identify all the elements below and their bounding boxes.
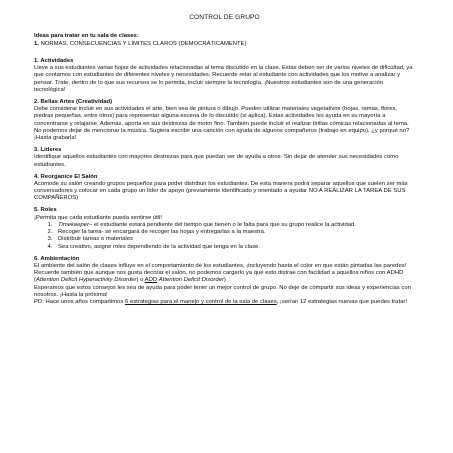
text-run: ) o: [136, 277, 145, 284]
list-item: 2. Recoger la tarea- se encargará de recoger las hojas y entregarlas a la maestra.: [54, 229, 415, 236]
section-intro: ¡Permita que cada estudiante pueda sentirse útil!: [34, 214, 163, 221]
intro-item-number: 1.: [34, 40, 39, 47]
page-title: CONTROL DE GRUPO: [189, 14, 260, 21]
adhd-term: Attention Deficit Hyperactivity Disorder: [35, 277, 137, 284]
list-item: 3. Distribuir tareas o materiales: [54, 236, 415, 243]
intro-item-text: NORMAS, CONSECUENCIAS Y LÍMITES CLAROS (DEMOCRÁTICAMENTE): [40, 40, 247, 47]
section-body: Debe considerar incluir en sus actividades el arte, bien sea de pintura o dibujo. Pueden utilizar materiales vegetativos (hojas, ramas, flores, piedras pequeñas, entre otros) para representar alguna escena de lo discutido (si aplica). Estas actividades les ayuda en su mayoría a concentrarse y relajarse. Además, aporta en sus destrezas de motor fino. También puede incluir el realizar tirillas cómicas relacionadas al tema. No podemos dejar de mencionar la música. Sugiera escribir una canción con ayuda de algunos compañeros (trabajo en equipo), ¿y porqué no? ¡Hasta grabarla!: [34, 106, 410, 142]
section-body: [34, 263, 415, 285]
section-reorganice: [34, 174, 415, 203]
text-run: PD: Hace unos años compartimos: [34, 299, 126, 306]
section-heading: 3. Líderes: [34, 147, 62, 154]
section-ambientacion: [34, 256, 415, 307]
section-body: Lleve a sus estudiantes varias hojas de actividades relacionadas al tema discutido en la clase. Estas deben ser de varios niveles de dificultad, ya que contamos con estudiantes de diferentes niveles y necesidades. Recuerde retar al estudiante con actividades que los motive a analizar y pensar. Trate, dentro de lo que sus recursos se lo permita, incluir siempre la tecnología. ¡Nuestros estudiantes son de una generación tecnológica!: [34, 65, 413, 94]
closing-paragraph: Esperamos que estos consejos les sea de ayuda para poder tener un mejor control de grupo. No deje de compartir sus ideas y experiencias con nosotros. ¡Hasta la próxima!: [34, 284, 411, 298]
section-body: Acomode su salón creando grupos pequeños para poder distribuir los estudiantes. De esta manera podrá separar aquellos que suelen ser más conversadores y colocar en cada grupo un líder de apoyo (previamente identificado y orientado a ayudar NO A REALIZAR LA TAREA DE SUS COMPAÑEROS): [34, 180, 408, 202]
list-item: 4. Sea creativo, asigne roles dependiendo de la actividad que tenga en la clase.: [54, 244, 415, 251]
section-heading: 2. Bellas Artes (Creatividad): [34, 98, 113, 105]
list-item: [54, 222, 415, 229]
intro-item: [34, 41, 415, 48]
section-heading: 4. Reorganice El Salón: [34, 173, 98, 180]
text-run: , ¡serían 12 estrategias nuevas que puedes tratar!: [276, 299, 407, 306]
section-roles: [34, 207, 415, 251]
add-definition: Attention Deficit Disorder: [158, 277, 224, 284]
role-name: Timekeeper: [58, 221, 90, 228]
strategies-link[interactable]: 6 estrategias para el manejo y control de la sala de clases: [125, 299, 277, 306]
section-lideres: [34, 147, 415, 169]
text-run: El ambiente del salón de clases influye en el comportamiento de los estudiantes, ¡incluyendo hasta el color en que están pintadas las paredes! Recuerde también que aunque nos gusta decorar el salón, no podemos cargarlo ya que esto distrae con facilidad a aquellos niños con ADHD (: [34, 262, 407, 284]
section-body: Identifique aquellos estudiantes con mayores destrezas para que puedan ser de ayuda a otros. Sin dejar de atender sus necesidades como estudiantes.: [34, 154, 399, 168]
add-term: ADD: [144, 277, 158, 284]
section-heading: 5. Roles: [34, 207, 57, 214]
section-heading: 6. Ambientación: [34, 255, 80, 262]
intro-heading: Ideas para tratar en tu sala de clases:: [34, 33, 139, 40]
role-description: – el estudiante estará pendiente del tiempo que tienen o le falta para que su grupo realice la actividad.: [89, 221, 356, 228]
section-actividades: [34, 58, 415, 94]
section-heading: 1. Actividades: [34, 57, 74, 64]
postscript: [34, 299, 415, 306]
section-bellas-artes: [34, 99, 415, 143]
roles-list: [34, 222, 415, 251]
text-run: ): [223, 277, 226, 284]
